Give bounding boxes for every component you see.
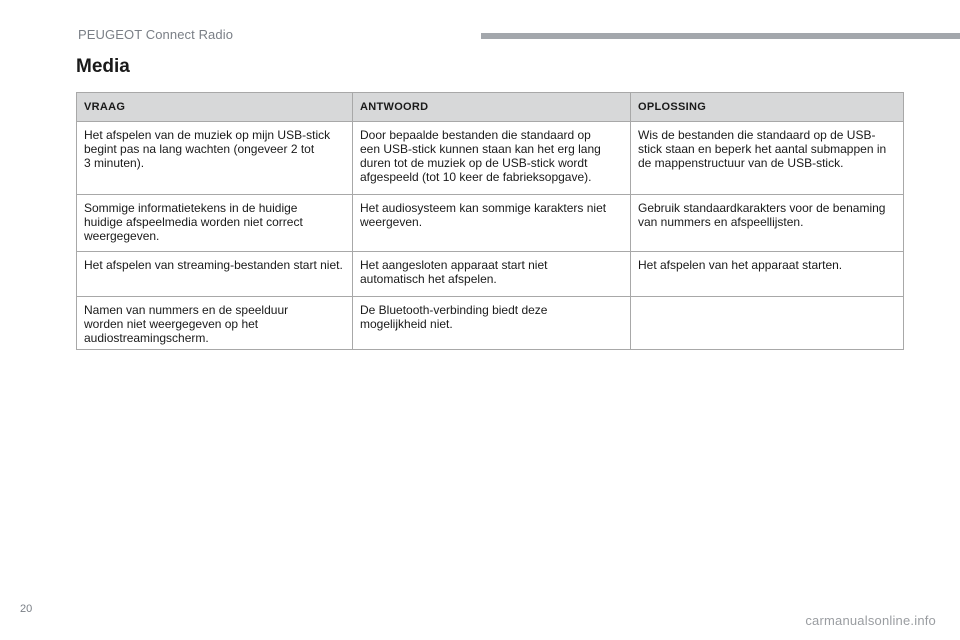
- header-title: PEUGEOT Connect Radio: [78, 27, 234, 42]
- solution-cell: Het afspelen van het apparaat starten.: [631, 252, 904, 297]
- table-row: [77, 297, 904, 350]
- table-header-row: [77, 93, 904, 122]
- table-row: [77, 252, 904, 297]
- table-row: [77, 122, 904, 195]
- section-title: Media: [76, 56, 130, 77]
- answer-cell: De Bluetooth-verbinding biedt deze mogelijkheid niet.: [353, 297, 631, 350]
- question-cell: Sommige informatietekens in de huidige huidige afspeelmedia worden niet correct weergegeven.: [77, 195, 353, 252]
- answer-cell: Het aangesloten apparaat start niet automatisch het afspelen.: [353, 252, 631, 297]
- watermark: carmanualsonline.info: [805, 613, 936, 628]
- column-header-answer: ANTWOORD: [353, 93, 631, 122]
- faq-table: [76, 92, 904, 350]
- header-bar: [481, 33, 960, 39]
- table-row: [77, 195, 904, 252]
- solution-cell: Gebruik standaardkarakters voor de benaming van nummers en afspeellijsten.: [631, 195, 904, 252]
- question-cell: Het afspelen van de muziek op mijn USB-stick begint pas na lang wachten (ongeveer 2 tot 3 minuten).: [77, 122, 353, 195]
- solution-cell: Wis de bestanden die standaard op de USB- stick staan en beperk het aantal submappen in de mappenstructuur van de USB-stick.: [631, 122, 904, 195]
- column-header-solution: OPLOSSING: [631, 93, 904, 122]
- page-number: 20: [20, 603, 33, 615]
- question-cell: Het afspelen van streaming-bestanden start niet.: [77, 252, 353, 297]
- column-header-question: VRAAG: [77, 93, 353, 122]
- question-cell: Namen van nummers en de speelduur worden niet weergegeven op het audiostreamingscherm.: [77, 297, 353, 350]
- answer-cell: Door bepaalde bestanden die standaard op een USB-stick kunnen staan kan het erg lang duren tot de muziek op de USB-stick wordt afgespeeld (tot 10 keer de fabrieksopgave).: [353, 122, 631, 195]
- answer-cell: Het audiosysteem kan sommige karakters niet weergeven.: [353, 195, 631, 252]
- solution-cell: [631, 297, 904, 350]
